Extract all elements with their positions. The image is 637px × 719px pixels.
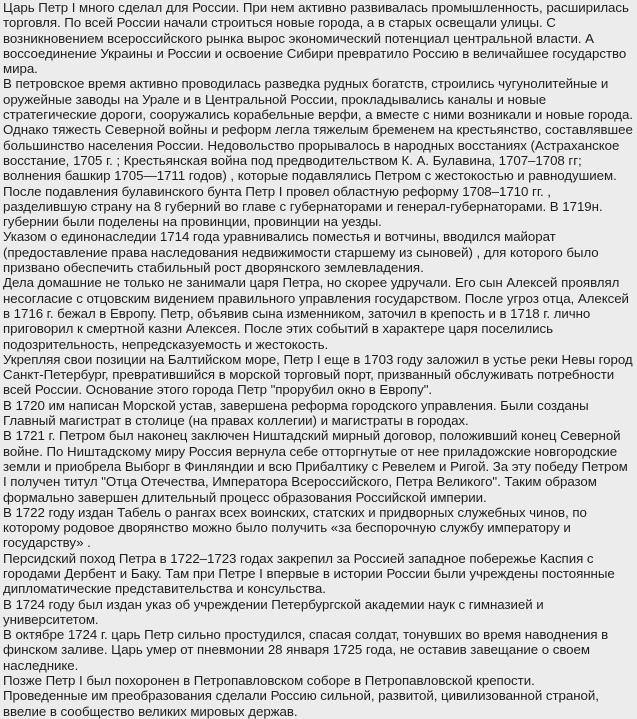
paragraph-11: Персидский поход Петра в 1722–1723 годах закрепил за Россией западное побережье Каспия с городами Дербент и Баку. Там при Петре I впервые в истории России были учреждены постоянные дипломатические представительства и консульства. — [3, 550, 615, 597]
paragraph-4: После подавления булавинского бунта Петр I провел областную реформу 1708–1710 гг. , разделившую страну на 8 губерний во главе с губернаторами и генерал-губернаторами. В 1719н. губернии были поделены на провинции, провинции на уезды. — [3, 183, 603, 230]
paragraph-1: Царь Петр I много сделал для России. При нем активно развивалась промышленность, расширилась торговля. По всей России начали строиться новые города, а в старых освещали улицы. С возникновением всероссийского рынка вырос экономический потенциал центральной власти. А воссоединение Украины и России и освоение Сибири превратило Россию в величайшее государство мира. — [3, 0, 629, 77]
paragraph-9: В 1721 г. Петром был наконец заключен Ништадский мирный договор, положивший конец Северной войне. По Ништадскому миру Россия вернула себе отторгнутые от нее приладожские новгородские земли и приобрела Выборг в Финляндии и всю Прибалтику с Ревелем и Ригой. За эту победу Петром I получен титул "Отца Отечества, Императора Всероссийского, Петра Великого". Таким образом формально завершен длительный процесс образования Российской империи. — [3, 428, 628, 505]
paragraph-12: В 1724 году был издан указ об учреждении Петербургской академии наук с гимназией и университетом. — [3, 596, 544, 627]
paragraph-2: В петровское время активно проводилась разведка рудных богатств, строились чугунолитейные и оружейные заводы на Урале и в Центральной России, прокладывались каналы и новые стратегические дороги, сооружались корабельные верфи, а вместе с ними возникали и новые города. — [3, 76, 633, 123]
paragraph-8: В 1720 им написан Морской устав, завершена реформа городского управления. Были созданы Главный магистрат в столице (на правах коллегии) и магистраты в городах. — [3, 397, 589, 429]
paragraph-5: Указом о единонаследии 1714 года уравнивались поместья и вотчины, вводился майорат (предоставление права наследования недвижимости старшему из сыновей) , для которого было призвано обеспечить стабильный рост дворянского землевладения. — [3, 229, 599, 276]
paragraph-6: Дела домашние не только не занимали царя Петра, но скорее удручали. Его сын Алексей проявлял несогласие с отцовским видением правильного управления государством. После угроз отца, Алексей в 1716 г. бежал в Европу. Петр, объявив сына изменником, заточил в крепость и в 1718 г. лично приговорил к смертной казни Алексея. После этих событий в характере царя поселились подозрительность, непредсказуемость и жестокость. — [3, 275, 629, 352]
paragraph-15: Проведенные им преобразования сделали Россию сильной, развитой, цивилизованной страной, ввелие в сообщество великих мировых держав. — [3, 688, 599, 719]
paragraph-10: В 1722 году издан Табель о рангах всех воинских, статских и придворных служебных чинов, по которому родовое дворянство можно было получить «за беспорочную службу императору и государству» . — [3, 504, 587, 551]
paragraph-3: Однако тяжесть Северной войны и реформ легла тяжелым бременем на крестьянство, составлявшее большинство населения России. Недовольство прорывалось в народных восстаниях (Астраханское восстание, 1705 г. ; Крестьянская война под предводительством К. А. Булавина, 1707–1708 гг; волнения башкир 1705—1711 годов) , которые подавлялись Петром с жестокостью и равнодушием. — [3, 122, 633, 184]
paragraph-13: В октябре 1724 г. царь Петр сильно простудился, спасая солдат, тонувших во время наводнения в финском заливе. Царь умер от пневмонии 28 января 1725 года, не оставив завещание о своем наследнике. — [3, 627, 609, 673]
document-text — [3, 0, 633, 719]
paragraph-7: Укрепляя свои позиции на Балтийском море, Петр I еще в 1703 году заложил в устье реки Невы город Санкт-Петербург, превратившийся в морской торговый порт, призванный обслуживать потребности всей России. Основание этого города Петр "прорубил окно в Европу". — [3, 351, 633, 398]
paragraph-14: Позже Петр I был похоронен в Петропавловском соборе в Петропавловской крепости. — [3, 673, 535, 689]
